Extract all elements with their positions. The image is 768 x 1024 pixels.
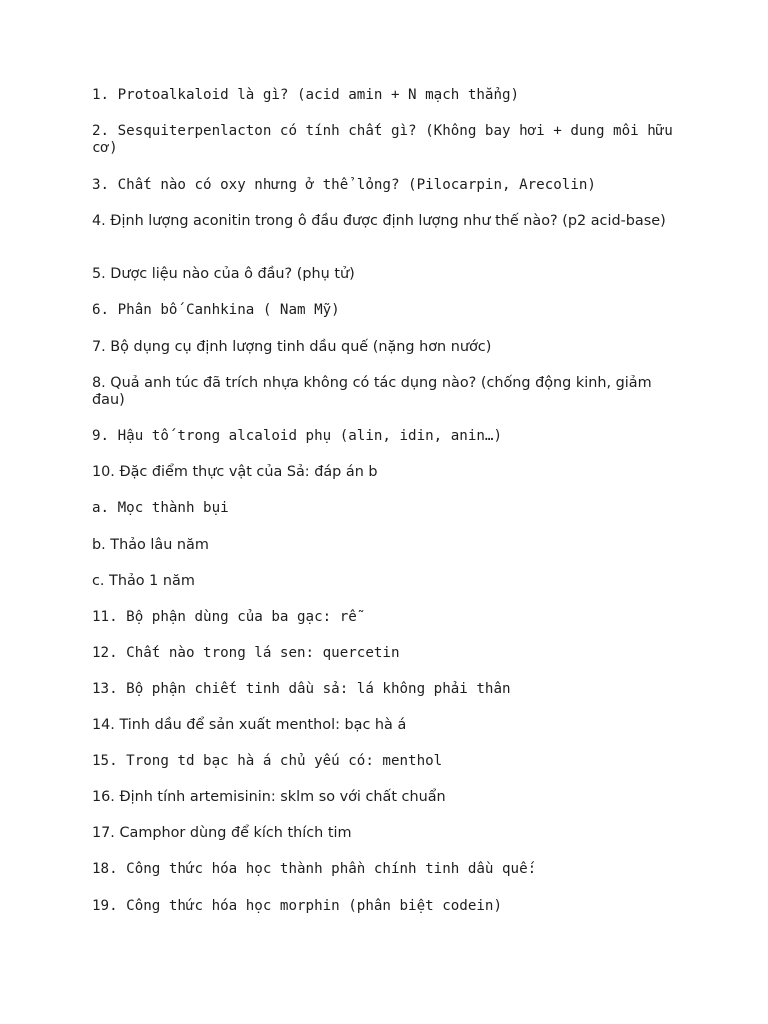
question-15: 15. Trong td bạc hà á chủ yếu có: menthol bbox=[92, 753, 443, 769]
answer-option-c: c. Thảo 1 năm bbox=[92, 573, 195, 589]
question-17: 17. Camphor dùng để kích thích tim bbox=[92, 825, 352, 841]
question-14: 14. Tinh dầu để sản xuất menthol: bạc hà á bbox=[92, 717, 407, 733]
question-1: 1. Protoalkaloid là gì? (acid amin + N mạch thẳng) bbox=[92, 87, 520, 103]
answer-option-b: b. Thảo lâu năm bbox=[92, 537, 209, 553]
question-16: 16. Định tính artemisinin: sklm so với chất chuẩn bbox=[92, 789, 446, 805]
question-7: 7. Bộ dụng cụ định lượng tinh dầu quế (nặng hơn nước) bbox=[92, 339, 492, 355]
question-3: 3. Chất nào có oxy nhưng ở thể lỏng? (Pilocarpin, Arecolin) bbox=[92, 177, 596, 193]
question-2: 2. Sesquiterpenlacton có tính chất gì? (Không bay hơi + dung môi hữu cơ) bbox=[92, 123, 673, 156]
question-5: 5. Dược liệu nào của ô đầu? (phụ tử) bbox=[92, 266, 355, 282]
question-19: 19. Công thức hóa học morphin (phân biệt codein) bbox=[92, 898, 502, 914]
question-12: 12. Chất nào trong lá sen: quercetin bbox=[92, 645, 400, 661]
question-8: 8. Quả anh túc đã trích nhựa không có tác dụng nào? (chống động kinh, giảm đau) bbox=[92, 375, 652, 408]
question-18: 18. Công thức hóa học thành phần chính tinh dầu quế: bbox=[92, 861, 537, 877]
question-13: 13. Bộ phận chiết tinh dầu sả: lá không phải thân bbox=[92, 681, 511, 697]
question-4: 4. Định lượng aconitin trong ô đầu được định lượng như thế nào? (p2 acid-base) bbox=[92, 213, 666, 229]
question-6: 6. Phân bố Canhkina ( Nam Mỹ) bbox=[92, 302, 340, 318]
question-11: 11. Bộ phận dùng của ba gạc: rễ bbox=[92, 609, 357, 625]
question-9: 9. Hậu tố trong alcaloid phụ (alin, idin, anin…) bbox=[92, 428, 502, 444]
question-10: 10. Đặc điểm thực vật của Sả: đáp án b bbox=[92, 464, 378, 480]
answer-option-a: a. Mọc thành bụi bbox=[92, 500, 229, 516]
